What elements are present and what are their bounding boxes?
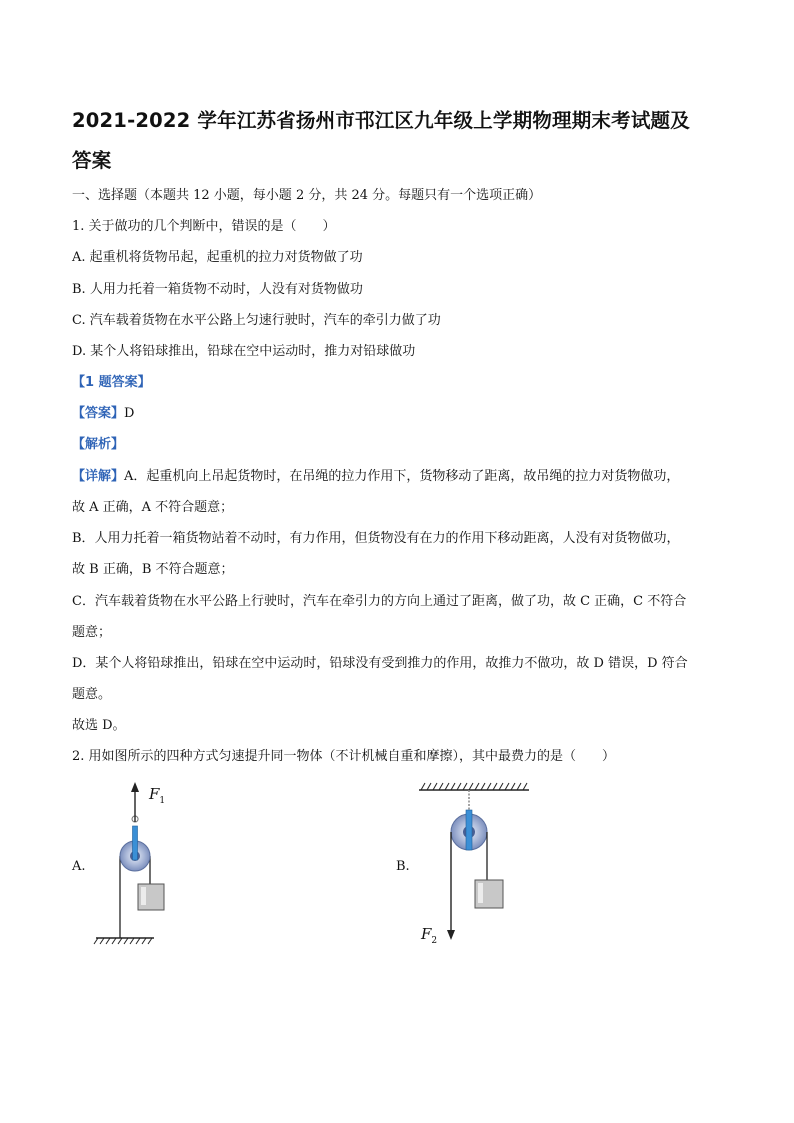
title-line-2: 答案 bbox=[72, 149, 112, 172]
detail-line-7: D．某个人将铅球推出，铅球在空中运动时，铅球没有受到推力的作用，故推力不做功，故 D 错误，D 符合 bbox=[72, 656, 688, 671]
q1-analysis-header: 【解析】 bbox=[72, 437, 125, 452]
detail-line-1: 【详解】A．起重机向上吊起货物时，在吊绳的拉力作用下，货物移动了距离，故吊绳的拉力对货物做功， bbox=[72, 469, 680, 484]
q1-option-d: D. 某个人将铅球推出，铅球在空中运动时，推力对铅球做功 bbox=[72, 344, 416, 359]
detail-line-8: 题意。 bbox=[72, 687, 112, 702]
answer-tag: 【答案】 bbox=[72, 406, 125, 421]
detail-line-4: 故 B 正确，B 不符合题意； bbox=[72, 562, 234, 577]
force-label-f1: $F_1$ bbox=[149, 785, 166, 806]
q1-option-b: B. 人用力托着一箱货物不动时，人没有对货物做功 bbox=[72, 282, 363, 297]
q1-stem: 1. 关于做功的几个判断中，错误的是（ ） bbox=[72, 219, 336, 234]
pulley-figure-b bbox=[415, 778, 535, 948]
section-heading: 一、选择题（本题共 12 小题，每小题 2 分，共 24 分。每题只有一个选项正确） bbox=[72, 188, 542, 203]
detail-line-5: C．汽车载着货物在水平公路上行驶时，汽车在牵引力的方向上通过了距离，做了功，故 C 正确，C 不符合 bbox=[72, 594, 687, 609]
answer-value: D bbox=[124, 406, 135, 421]
q2-option-a-label: A. bbox=[72, 859, 86, 874]
q1-answer bbox=[72, 405, 134, 423]
q1-option-a: A. 起重机将货物吊起，起重机的拉力对货物做了功 bbox=[72, 250, 363, 265]
document-title bbox=[72, 101, 732, 181]
q1-option-c: C. 汽车载着货物在水平公路上匀速行驶时，汽车的牵引力做了功 bbox=[72, 313, 441, 328]
force-label-f2: $F_2$ bbox=[421, 925, 438, 946]
q2-option-b-label: B. bbox=[396, 859, 410, 874]
q1-answer-header: 【1 题答案】 bbox=[72, 375, 151, 390]
detail-tag: 【详解】 bbox=[72, 469, 125, 484]
detail-line-9: 故选 D。 bbox=[72, 718, 126, 733]
q2-stem: 2. 用如图所示的四种方式匀速提升同一物体（不计机械自重和摩擦），其中最费力的是（ ） bbox=[72, 749, 616, 764]
detail-line-2: 故 A 正确，A 不符合题意； bbox=[72, 500, 234, 515]
detail-line-3: B．人用力托着一箱货物站着不动时，有力作用，但货物没有在力的作用下移动距离，人没有对货物做功， bbox=[72, 531, 680, 546]
title-line-1: 2021-2022 学年江苏省扬州市邗江区九年级上学期物理期末考试题及 bbox=[72, 109, 690, 132]
detail-line-6: 题意； bbox=[72, 625, 112, 640]
